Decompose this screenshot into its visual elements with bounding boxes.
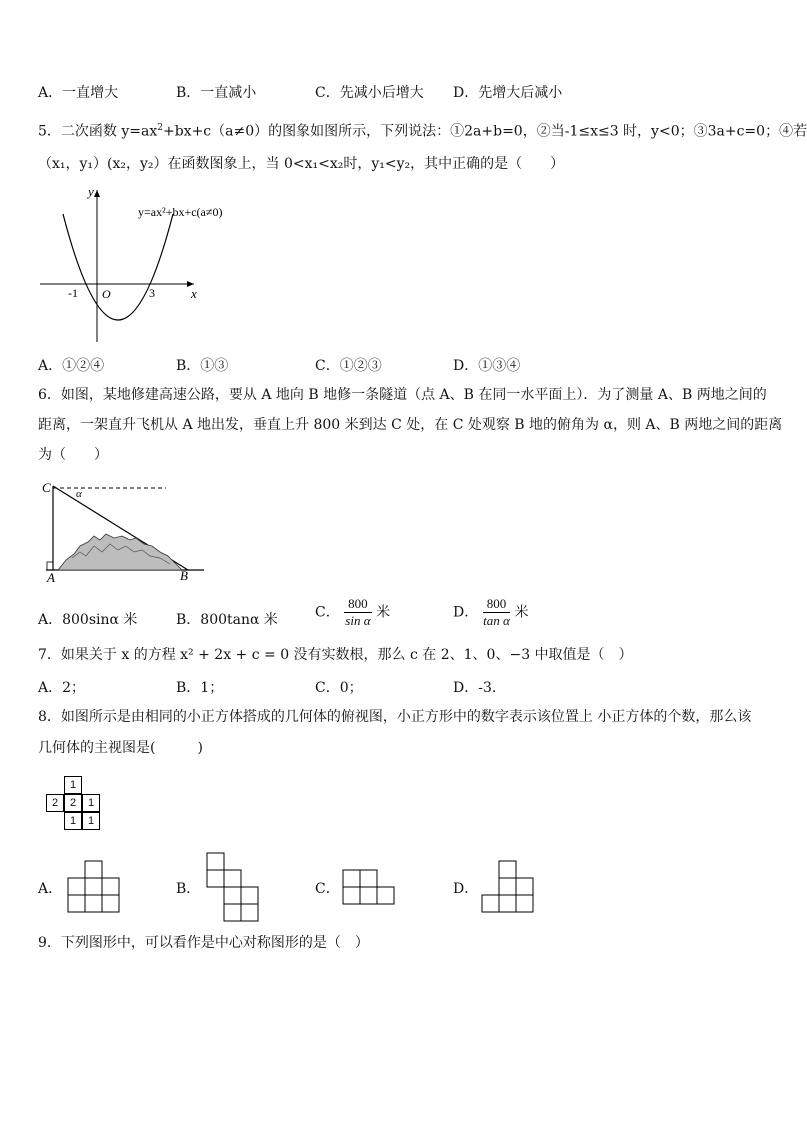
q8-option-b-label: B．: [176, 881, 201, 897]
q6-stem-line3: 为（ ）: [38, 447, 108, 463]
q5-option-b: B．①③: [176, 358, 229, 374]
q7-option-b: B．1；: [176, 680, 224, 696]
q5-tick-origin: O: [102, 287, 111, 301]
q7-option-a: A．2；: [38, 680, 86, 696]
q8-option-b-figure: [205, 852, 261, 924]
q8-stem-line2: 几何体的主视图是( ): [38, 740, 203, 756]
q5-tick-neg1: -1: [68, 286, 78, 300]
q5-option-a: A．①②④: [38, 358, 105, 374]
q6-label-c: C: [42, 480, 51, 495]
q6-option-c-fraction: [344, 596, 372, 629]
q6-label-alpha: α: [76, 488, 82, 500]
q7-stem: 7．如果关于 x 的方程 x² + 2x + c = 0 没有实数根，那么 c 在 2、1、0、−3 中取值是（ ）: [38, 647, 633, 663]
q5-stem-prefix: 5．二次函数 y=ax: [38, 123, 158, 140]
q5-parabola-curve: [63, 214, 173, 320]
q5-stem-mid: +bx+c（a≠0）的图象如图所示，下列说法：①2a+b=0，②当-1≤x≤3 时，y<0；③3a+c=0；④若: [162, 123, 807, 140]
q6-option-d-denominator: tan α: [483, 613, 510, 628]
q5-stem-line1: 5．二次函数 $y=ax^2+bx+c(a\ne 0)$的图象如图所示，下列说法：①2a+b=0，②当-1≤x≤3 时，y<0；③3a+c=0；④若: [38, 123, 807, 140]
q4-option-a: A．一直增大: [38, 85, 119, 101]
q5-label-x: x: [191, 286, 197, 301]
q5-y-arrow-icon: [94, 190, 100, 197]
q9-stem: 9．下列图形中，可以看作是中心对称图形的是（ ）: [38, 935, 369, 951]
q8-grid-cell: 1: [82, 812, 100, 830]
q6-option-d-numerator: 800: [483, 596, 511, 613]
q8-grid-cell: 1: [64, 812, 82, 830]
q8-grid-cell: 2: [46, 794, 64, 812]
q6-option-d-unit: 米: [514, 604, 529, 621]
q4-option-d: D．先增大后减小: [453, 85, 563, 101]
q8-option-c-figure: [342, 868, 398, 910]
q6-label-b: B: [180, 568, 188, 583]
q8-grid-cell: 1: [82, 794, 100, 812]
q6-label-a: A: [47, 570, 55, 585]
q8-option-a-label: A．: [38, 881, 63, 897]
q6-option-c-prefix: C．: [315, 604, 340, 621]
q8-stem-line1: 8．如图所示是由相同的小正方体搭成的几何体的俯视图，小正方形中的数字表示该位置上 小正方体的个数，那么该: [38, 709, 752, 725]
q6-right-angle-mark: [47, 562, 53, 570]
q6-option-d-prefix: D．: [453, 604, 479, 621]
q8-option-c-label: C．: [315, 881, 340, 897]
q6-option-c: [315, 596, 390, 629]
q8-top-view-grid: [46, 776, 106, 832]
q8-option-a-figure: [68, 858, 124, 916]
q6-mountain-icon: [58, 534, 182, 570]
q5-tick-3: 3: [149, 286, 155, 300]
q6-option-c-denominator: sin α: [345, 613, 371, 628]
q6-option-b: B．800tanα 米: [176, 612, 278, 628]
q6-stem-line2: 距离，一架直升飞机从 A 地出发，垂直上升 800 米到达 C 处，在 C 处观察 B 地的俯角为 α，则 A、B 两地之间的距离: [38, 417, 783, 433]
q5-option-d: D．①③④: [453, 358, 521, 374]
q5-graph-label: y=ax²+bx+c(a≠0): [138, 205, 223, 219]
q4-option-b: B．一直减小: [176, 85, 257, 101]
q8-option-d-figure: [482, 858, 538, 916]
q8-grid-cell: 1: [64, 776, 82, 794]
q6-option-d: [453, 596, 529, 629]
q6-option-c-unit: 米: [376, 604, 391, 621]
q5-option-c: C．①②③: [315, 358, 382, 374]
q6-stem-line1: 6．如图，某地修建高速公路，要从 A 地向 B 地修一条隧道（点 A、B 在同一水平面上）．为了测量 A、B 两地之间的: [38, 387, 767, 403]
q6-option-c-numerator: 800: [344, 596, 372, 613]
q4-option-c: C．先减小后增大: [315, 85, 424, 101]
q8-option-d-label: D．: [453, 881, 479, 897]
q8-grid-cell: 2: [64, 794, 82, 812]
q5-label-y: y: [88, 184, 94, 199]
q6-tunnel-diagram: [36, 476, 211, 586]
q5-stem-line2: （x₁，y₁）(x₂，y₂）在函数图象上，当 0<x₁<x₂时，y₁<y₂，其中正确的是（ ）: [38, 156, 565, 172]
q5-parabola-graph: [34, 182, 223, 347]
q6-option-d-fraction: [483, 596, 511, 629]
q7-option-d: D．-3．: [453, 680, 506, 696]
q7-option-c: C．0；: [315, 680, 363, 696]
q6-option-a: A．800sinα 米: [38, 612, 138, 628]
